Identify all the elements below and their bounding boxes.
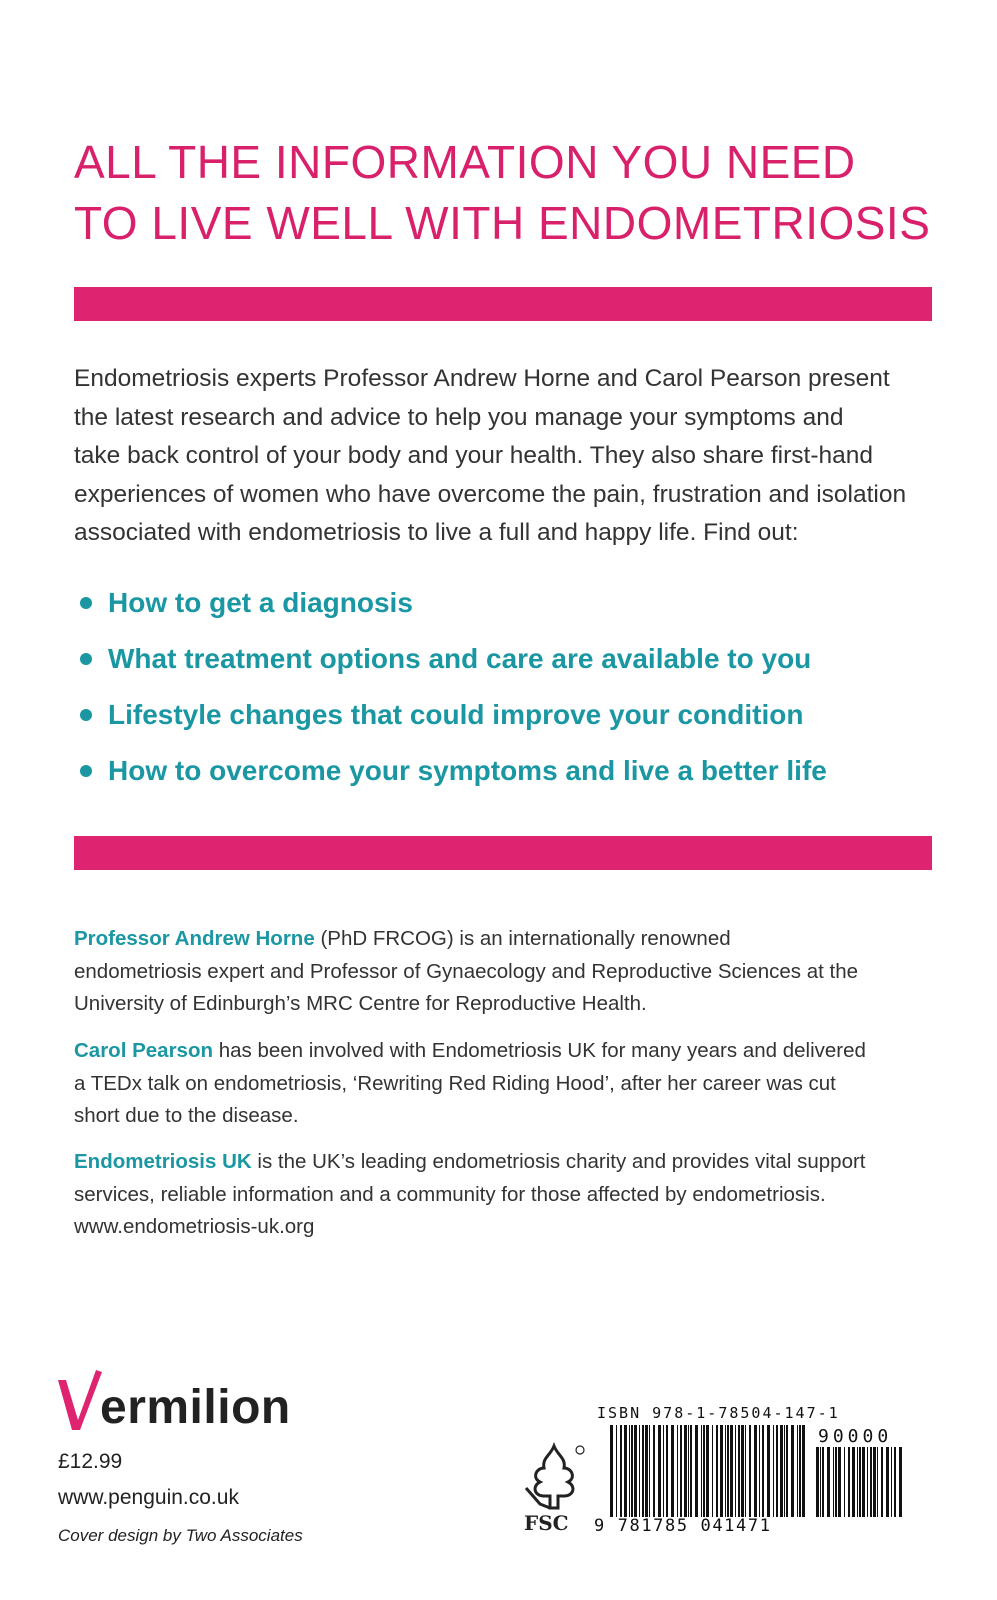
bio-line <box>74 923 954 956</box>
fsc-tree-icon <box>520 1442 588 1534</box>
bio-line: a TEDx talk on endometriosis, ‘Rewriting Red Riding Hood’, after her career was cut <box>74 1071 836 1095</box>
list-item-text: How to overcome your symptoms and live a better life <box>108 755 827 786</box>
bio-endometriosis-uk <box>74 1146 954 1244</box>
pink-divider-top <box>74 287 932 321</box>
list-item <box>74 580 964 636</box>
headline-line-2: TO LIVE WELL WITH ENDOMETRIOSIS <box>74 197 931 249</box>
bio-line: endometriosis expert and Professor of Gynaecology and Reproductive Sciences at the <box>74 959 858 983</box>
isbn-barcode <box>610 1425 806 1517</box>
list-item-text: Lifestyle changes that could improve your condition <box>108 699 804 730</box>
bio-text: has been involved with Endometriosis UK for many years and delivered <box>213 1039 866 1062</box>
barcode-addon-digits: 90000 <box>818 1426 893 1447</box>
vermilion-logo <box>58 1372 291 1432</box>
price: £12.99 <box>58 1450 123 1473</box>
list-item-text: How to get a diagnosis <box>108 587 413 618</box>
bio-text: (PhD FRCOG) is an internationally renowned <box>314 927 731 950</box>
bio-line <box>74 1035 954 1068</box>
vermilion-v-icon <box>58 1370 104 1432</box>
intro-line: experiences of women who have overcome the pain, frustration and isolation <box>74 480 907 508</box>
organization-name: Endometriosis UK <box>74 1150 252 1173</box>
bio-line: short due to the disease. <box>74 1104 299 1127</box>
intro-paragraph <box>74 360 954 553</box>
feature-list <box>74 580 964 804</box>
headline <box>74 132 954 254</box>
logo-wordmark: ermilion <box>100 1381 291 1434</box>
list-item <box>74 692 964 748</box>
bio-text: is the UK’s leading endometriosis charity and provides vital support <box>251 1150 866 1173</box>
intro-line: take back control of your body and your health. They also share first-hand <box>74 442 873 469</box>
headline-line-1: ALL THE INFORMATION YOU NEED <box>74 136 856 188</box>
price-addon-barcode <box>816 1447 906 1517</box>
author-name: Professor Andrew Horne <box>74 927 315 950</box>
list-item <box>74 636 964 692</box>
cover-design-credit: Cover design by Two Associates <box>58 1526 303 1545</box>
list-item <box>74 748 964 804</box>
bullet-dot-icon <box>80 653 92 665</box>
bullet-dot-icon <box>80 597 92 609</box>
bio-line: University of Edinburgh’s MRC Centre for Reproductive Health. <box>74 992 647 1015</box>
intro-line: the latest research and advice to help you manage your symptoms and <box>74 403 844 431</box>
author-name: Carol Pearson <box>74 1039 213 1062</box>
charity-website-link[interactable]: www.endometriosis-uk.org <box>74 1215 315 1238</box>
publisher-website-link[interactable]: www.penguin.co.uk <box>58 1486 239 1509</box>
bullet-dot-icon <box>80 709 92 721</box>
intro-line: Endometriosis experts Professor Andrew Horne and Carol Pearson present <box>74 365 890 392</box>
bio-line: services, reliable information and a community for those affected by endometriosis. <box>74 1182 826 1206</box>
list-item-text: What treatment options and care are available to you <box>108 643 812 674</box>
bullet-dot-icon <box>80 765 92 777</box>
bio-carol-pearson <box>74 1035 954 1133</box>
barcode-digits: 9 781785 041471 <box>594 1516 772 1536</box>
bio-line <box>74 1146 954 1179</box>
intro-line: associated with endometriosis to live a full and happy life. Find out: <box>74 519 799 546</box>
isbn-label: ISBN 978-1-78504-147-1 <box>597 1404 840 1422</box>
fsc-label: FSC <box>524 1511 569 1534</box>
pink-divider-bottom <box>74 836 932 870</box>
bio-andrew-horne <box>74 923 954 1021</box>
